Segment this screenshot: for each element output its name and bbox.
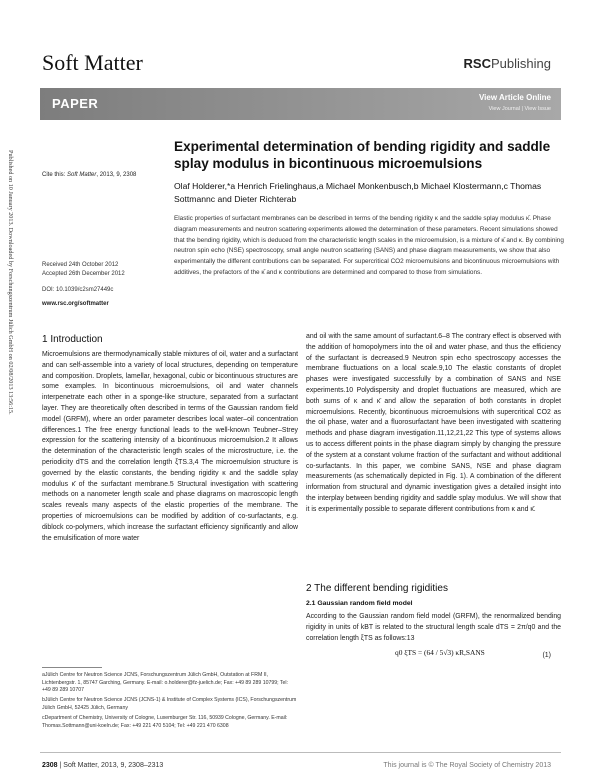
page-footer-rule: [40, 752, 561, 753]
journal-website-link[interactable]: www.rsc.org/softmatter: [42, 301, 109, 307]
publisher-logo: [464, 56, 551, 71]
section-2-heading: 2 The different bending rigidities: [306, 583, 448, 594]
abstract: Elastic properties of surfactant membranes can be described in terms of the bending rigidity κ and the saddle splay modulus κ̄. Phase diagram measurements and neutron scattering experiments allowed the determination of these parameters. Recent simulations showed that the bending rigidity, which is deduced from the characteristic length scales in the microemulsion, is a mixture of κ̄ and κ. By combining neutron spin echo (NSE) spectroscopy, small angle neutron scattering (SANS) and phase diagram measurements, we show that also experimentally the different contributions can be separated. For supercritical CO2 microemulsions and bicontinuous microemulsions with additives, the prefactors of the κ̄ and κ contributions are determined and compared to those from simulations.: [174, 215, 564, 276]
citation-journal: Soft Matter: [67, 172, 97, 178]
publisher-logo-bold: RSC: [463, 56, 491, 71]
footnote-b: bJülich Centre for Neutron Science JCNS (JCNS-1) & Institute of Complex Systems (ICS), Forschungszentrum Jülich GmbH, 52425 Jülich, Germany: [42, 697, 297, 711]
section-2-1-heading: 2.1 Gaussian random field model: [306, 600, 413, 607]
section-2-1-text: According to the Gaussian random field model (GRFM), the renormalized bending rigidity in units of kBT is related to the structural length scale dTS = 2π/q0 and the correlation length ξTS as follows:13: [306, 613, 561, 642]
page-footer-copyright: This journal is © The Royal Society of Chemistry 2013: [383, 762, 551, 769]
publisher-logo-rest: Publishing: [491, 56, 551, 71]
download-watermark: [2, 150, 16, 690]
right-column-text: and oil with the same amount of surfactant.6–8 The contrary effect is observed with the addition of homopolymers into the oil and water phase, and thus the efficiency of the surfactant is decreased.9 Neutron spin echo spectroscopy accesses the membrane fluctuations on a local scale.9,10 The elastic constants of droplet phases were investigated successfully by a combination of SANS and NSE experiments.10 Polydispersity and droplet fluctuations are measured, which are both sums of κ and κ̄ and allow the separation of both constants in droplet microemulsions. Recently, bicontinuous microemulsions with supercritical CO2 as the oil phase, water and a fluorosurfactant have been investigated with scattering methods and phase diagram investigation.11,12,21,22 This type of systems allows us to access different points in the phase diagram simply by changing the pressure of the system at a constant volume fraction of the surfactant and without additional co-surfactants. In this paper, we combine SANS, NSE and phase diagram measurements (as schematically depicted in Fig. 1). A combination of the different information from structural and dynamic investigation gives a detailed insight into the interplay between bending rigidity and saddle splay modulus. We will show that it is experimentally possible to separate different contributions from κ and κ̄.: [306, 333, 561, 513]
download-watermark-line: Published on 10 January 2013. Downloaded by Forschungszentrum Jülich GmbH on 02/08/2013 13:56:15.: [7, 150, 14, 415]
citation: [42, 172, 136, 178]
footnote-rule: [42, 667, 102, 668]
doi[interactable]: DOI: 10.1039/c2sm27449c: [42, 287, 114, 293]
author-list: Olaf Holderer,*a Henrich Frielinghaus,a Michael Monkenbusch,b Michael Klostermann,c Thomas Sottmannc and Dieter Richterab: [174, 181, 542, 204]
citation-ref: , 2013, 9, 2308: [96, 172, 137, 178]
footnote-a: aJülich Centre for Neutron Science JCNS, Forschungszentrum Jülich GmbH, Outstation at FRM II, Lichtenbergstr. 1, 85747 Garching, Germany. E-mail: o.holderer@fz-juelich.de; Fax: +49 89 289 10799; Tel: +49 89 289 10707: [42, 672, 288, 694]
section-1-heading: 1 Introduction: [42, 334, 103, 345]
citation-prefix: Cite this:: [42, 172, 68, 178]
view-journal-issue-links[interactable]: View Journal | View Issue: [488, 106, 551, 112]
journal-title: Soft Matter: [42, 50, 143, 75]
paper-title: Experimental determination of bending rigidity and saddle splay modulus in bicontinuous microemulsions: [174, 139, 551, 171]
equation-1: q0 ξTS = (64 / 5√3) κR,SANS: [395, 648, 485, 657]
page-footer-citation: [42, 762, 163, 769]
page-footer-journal: | Soft Matter, 2013, 9, 2308–2313: [57, 762, 164, 769]
article-type-label: PAPER: [52, 96, 99, 111]
page-number: 2308: [42, 762, 58, 769]
received-date: Received 24th October 2012: [42, 262, 119, 268]
section-1-text: Microemulsions are thermodynamically stable mixtures of oil, water and a surfactant and can self-assemble into a variety of local structures, depending on temperature and composition. Droplets, lamellar, hexagonal, cubic or bicontinuous structures are some examples. In bicontinuous microemulsions, oil and water channels interpenetrate each other in a sponge-like structure, separated from a surfactant layer. They are theoretically often described in terms of the Gaussian random field model (GRFM), where an order parameter describes local water–oil concentration differences.1 The free energy functional leads to the well-known Teubner–Strey expression for the scattering intensity of a bicontinuous microemulsion.2 It allows the determination of the characteristic length scales of the microstructure, i.e. the periodicity dTS and the correlation length ξTS.3,4 The microemulsion structure is governed by the elastic constants, the bending rigidity κ and the saddle splay modulus κ̄ of the surfactant membrane.5 Structural investigation with scattering methods on a nanometer length scale and phase diagrams on macroscopic length scales reveals many aspects of the elastic properties of the membrane. The properties of microemulsions can be modified by addition of co-surfactants, e.g. diblock co-polymers, which increase the surfactant efficiency significantly and allow the emulsification of more water: [42, 351, 298, 542]
accepted-date: Accepted 26th December 2012: [42, 271, 125, 277]
footnote-c: cDepartment of Chemistry, University of Cologne, Luxemburger Str. 116, 50939 Cologne, Germany. E-mail: Thomas.Sottmann@uni-koeln.de; Fax: +49 221 470 5104; Tel: +49 221 470 6308: [42, 715, 288, 729]
view-article-online-link[interactable]: View Article Online: [478, 93, 551, 102]
equation-number: (1): [542, 652, 551, 659]
